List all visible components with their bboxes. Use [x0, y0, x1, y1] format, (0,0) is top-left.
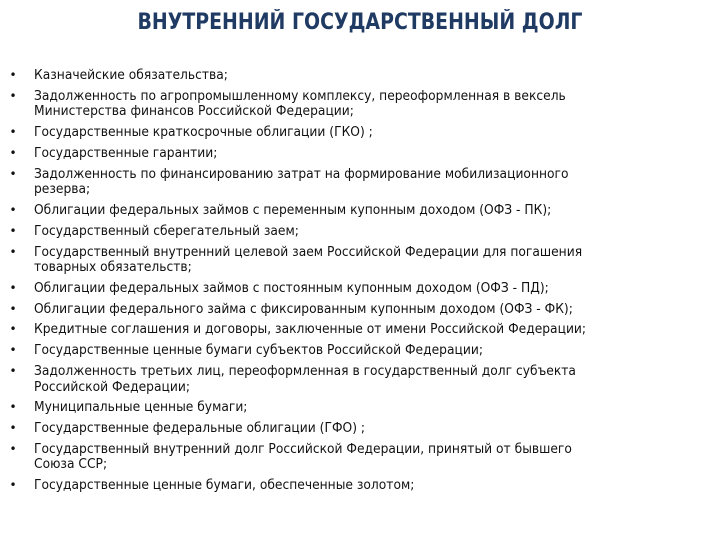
bullet-icon: • — [9, 223, 17, 238]
bullet-icon: • — [9, 166, 17, 181]
list-item — [0, 68, 720, 84]
slide-title: ВНУТРЕННИЙ ГОСУДАРСТВЕННЫЙ ДОЛГ — [137, 10, 583, 35]
list-item-text — [34, 89, 566, 120]
list-item-text — [34, 421, 365, 437]
list-item — [0, 89, 720, 120]
list-item-line: Государственные гарантии; — [34, 145, 218, 161]
bullet-icon: • — [9, 145, 17, 160]
bullet-icon: • — [9, 244, 17, 259]
list-item — [0, 322, 720, 338]
list-item-line: Государственные краткосрочные облигации (ГКО) ; — [34, 125, 373, 141]
list-item — [0, 281, 720, 297]
list-item-line: Государственные федеральные облигации (ГФО) ; — [34, 421, 366, 437]
bullet-icon: • — [9, 343, 17, 358]
list-item-line: Муниципальные ценные бумаги; — [34, 400, 248, 416]
list-item-text — [34, 442, 572, 473]
list-item-text — [34, 203, 551, 219]
bullet-icon: • — [9, 441, 17, 456]
list-item-text — [34, 125, 373, 141]
list-item — [0, 421, 720, 437]
list-item-line: Облигации федерального займа с фиксированным купонным доходом (ОФЗ - ФК); — [34, 301, 573, 317]
list-item-text — [34, 167, 569, 198]
list-item — [0, 302, 720, 318]
list-item-line: Российской Федерации; — [34, 379, 190, 395]
list-item-text — [34, 343, 483, 359]
bullet-icon: • — [9, 322, 17, 337]
list-item — [0, 400, 720, 416]
bullet-icon: • — [9, 125, 17, 140]
list-item-line: Облигации федеральных займов с постоянным купонным доходом (ОФЗ - ПД); — [34, 280, 549, 296]
list-item-text — [34, 68, 228, 84]
bullet-list — [0, 68, 720, 499]
list-item-line: Государственный внутренний долг Российской Федерации, принятый от бывшего — [34, 441, 572, 457]
list-item-line: Кредитные соглашения и договоры, заключенные от имени Российской Федерации; — [34, 322, 587, 338]
list-item-line: Облигации федеральных займов с переменным купонным доходом (ОФЗ - ПК); — [34, 202, 552, 218]
bullet-icon: • — [9, 421, 17, 436]
list-item-line: Государственные ценные бумаги, обеспеченные золотом; — [34, 478, 415, 494]
list-item-line: Задолженность по агропромышленному комплексу, переоформленная в вексель — [34, 88, 566, 104]
list-item-text — [34, 400, 247, 416]
list-item-line: Министерства финансов Российской Федерации; — [34, 104, 354, 120]
list-item-line: Государственный сберегательный заем; — [34, 223, 299, 239]
list-item-line: Государственные ценные бумаги субъектов Российской Федерации; — [34, 343, 483, 359]
list-item — [0, 364, 720, 395]
bullet-icon: • — [9, 478, 17, 493]
list-item-text — [34, 322, 586, 338]
list-item-line: товарных обязательств; — [34, 260, 192, 276]
list-item-text — [34, 245, 582, 276]
bullet-icon: • — [9, 364, 17, 379]
list-item — [0, 245, 720, 276]
list-item-line: резерва; — [34, 182, 91, 198]
list-item-text — [34, 478, 414, 494]
list-item — [0, 343, 720, 359]
list-item — [0, 203, 720, 219]
list-item-line: Задолженность по финансированию затрат на формирование мобилизационного — [34, 166, 569, 182]
bullet-icon: • — [9, 400, 17, 415]
list-item-line: Казначейские обязательства; — [34, 68, 228, 83]
bullet-icon: • — [9, 301, 17, 316]
list-item — [0, 167, 720, 198]
bullet-icon: • — [9, 280, 17, 295]
bullet-icon: • — [9, 68, 17, 82]
list-item-text — [34, 364, 576, 395]
list-item-line: Задолженность третьих лиц, переоформленная в государственный долг субъекта — [34, 364, 576, 380]
list-item-line: Государственный внутренний целевой заем Российской Федерации для погашения — [34, 244, 583, 260]
list-item-text — [34, 224, 299, 240]
list-item — [0, 224, 720, 240]
bullet-icon: • — [9, 202, 17, 217]
list-item — [0, 442, 720, 473]
bullet-icon: • — [9, 88, 17, 103]
list-item — [0, 478, 720, 494]
list-item-text — [34, 302, 573, 318]
list-item-text — [34, 146, 217, 162]
list-item-line: Союза ССР; — [34, 457, 108, 473]
list-item-text — [34, 281, 549, 297]
list-item — [0, 146, 720, 162]
list-item — [0, 125, 720, 141]
